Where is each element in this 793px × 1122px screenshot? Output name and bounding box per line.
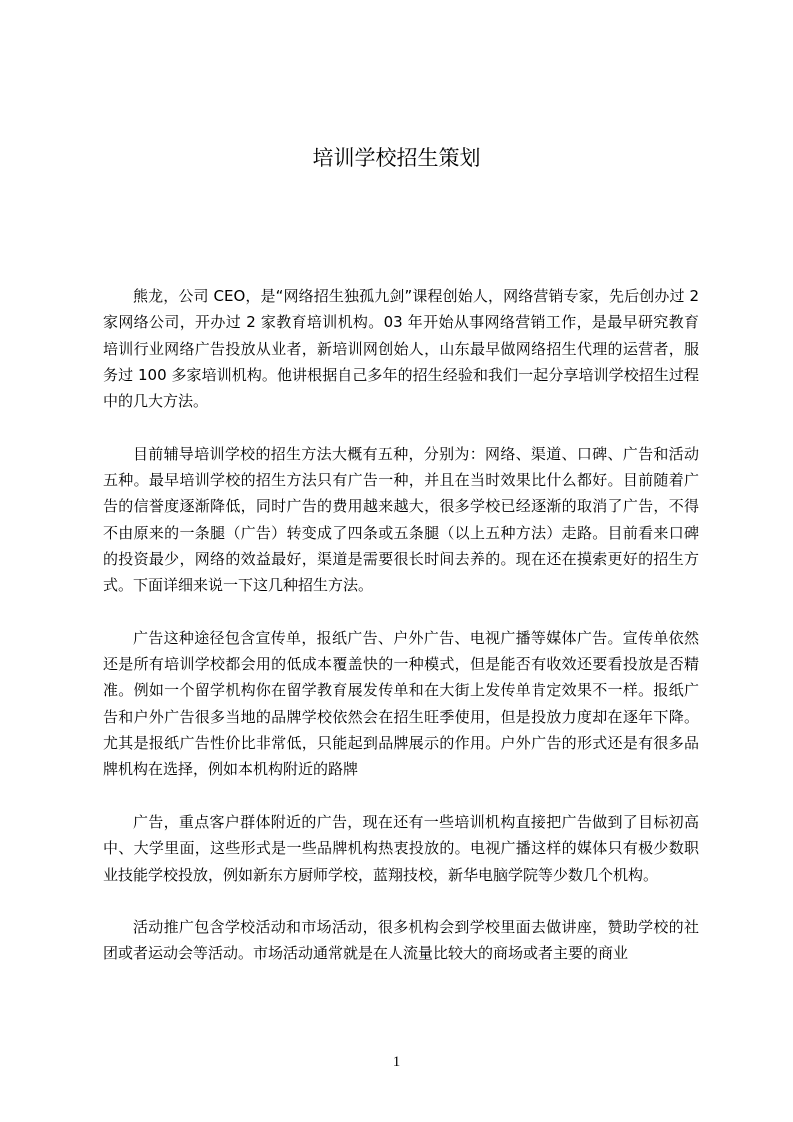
document-body — [103, 283, 699, 993]
page-number: 1 — [392, 1054, 401, 1070]
paragraph-advertising: 广告这种途径包含宣传单，报纸广告、户外广告、电视广播等媒体广告。宣传单依然还是所有培训学校都会用的低成本覆盖快的一种模式，但是能否有收效还要看投放是否精准。例如一个留学机构你在留学教育展发传单和在大街上发传单肯定效果不一样。报纸广告和户外广告很多当地的品牌学校依然会在招生旺季使用，但是投放力度却在逐年下降。尤其是报纸广告性价比非常低，只能起到品牌展示的作用。户外广告的形式还是有很多品牌机构在选择，例如本机构附近的路牌 — [103, 628, 699, 779]
paragraph-advertising-continued: 广告，重点客户群体附近的广告，现在还有一些培训机构直接把广告做到了目标初高中、大学里面，这些形式是一些品牌机构热衷投放的。电视广播这样的媒体只有极少数职业技能学校投放，例如新东方厨师学校，蓝翔技校，新华电脑学院等少数几个机构。 — [103, 812, 699, 884]
paragraph-founder-intro: 熊龙，公司 CEO，是“网络招生独孤九剑”课程创始人，网络营销专家，先后创办过 2 家网络公司，开办过 2 家教育培训机构。03 年开始从事网络营销工作，是最早研究教育培训行业网络广告投放从业者，新培训网创始人，山东最早做网络招生代理的运营者，服务过 100 多家培训机构。他讲根据自己多年的招生经验和我们一起分享培训学校招生过程中的几大方法。 — [103, 287, 699, 411]
paragraph-event-promotion: 活动推广包含学校活动和市场活动，很多机构会到学校里面去做讲座，赞助学校的社团或者运动会等活动。市场活动通常就是在人流量比较大的商场或者主要的商业 — [103, 918, 699, 963]
paragraph-five-methods: 目前辅导培训学校的招生方法大概有五种，分别为：网络、渠道、口碑、广告和活动五种。最早培训学校的招生方法只有广告一种，并且在当时效果比什么都好。目前随着广告的信誉度逐渐降低，同时广告的费用越来越大，很多学校已经逐渐的取消了广告，不得不由原来的一条腿（广告）转变成了四条或五条腿（以上五种方法）走路。目前看来口碑的投资最少，网络的效益最好，渠道是需要很长时间去养的。现在还在摸索更好的招生方式。下面详细来说一下这几种招生方法。 — [103, 444, 699, 595]
document-title: 培训学校招生策划 — [312, 146, 481, 170]
